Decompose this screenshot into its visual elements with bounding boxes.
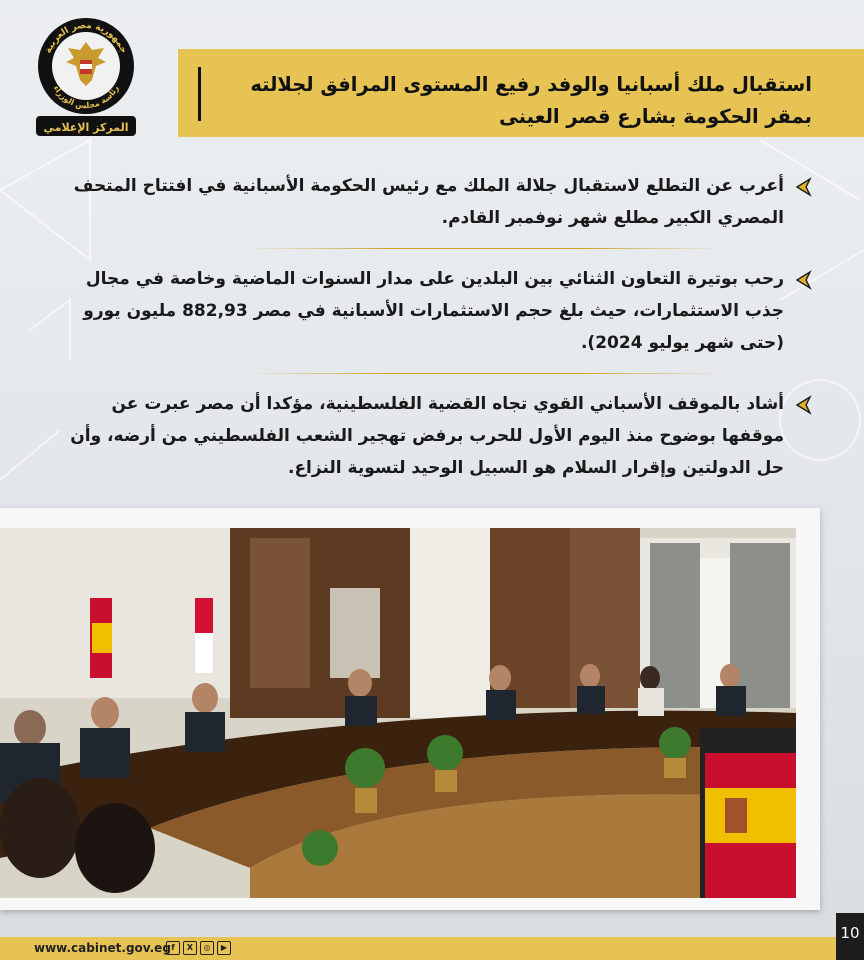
bullet-text: رحب بوتيرة التعاون الثنائي بين البلدين على مدار السنوات الماضية وخاصة في مجال جذب الاستثمارات، حيث بلغ حجم الاستثمارات الأسبانية في مصر 882,93 مليون يورو (حتى شهر يوليو 2024). xyxy=(83,269,784,353)
bullet-text: أشاد بالموقف الأسباني القوي تجاه القضية الفلسطينية، مؤكدا أن مصر عبرت عن موقفها بوضوح منذ اليوم الأول للحرب برفض تهجير الشعب الفلسطيني من أرضه، وأن حل الدولتين وإقرار السلام هو السبيل الوحيد لتسوية النزاع. xyxy=(70,394,784,478)
social-icons xyxy=(166,941,231,955)
chevron-left-icon xyxy=(792,394,814,416)
photo-frame xyxy=(0,508,820,910)
meeting-photo xyxy=(0,528,796,898)
divider xyxy=(246,373,724,374)
page-title: استقبال ملك أسبانيا والوفد رفيع المستوى المرافق لجلالته بمقر الحكومة بشارع قصر العينى xyxy=(250,73,812,128)
website-link[interactable]: www.cabinet.gov.eg xyxy=(34,941,171,955)
bullet-text: أعرب عن التطلع لاستقبال جلالة الملك مع رئيس الحكومة الأسبانية في افتتاح المتحف المصري الكبير مطلع شهر نوفمبر القادم. xyxy=(73,176,784,228)
youtube-icon[interactable]: ▶ xyxy=(217,941,231,955)
chevron-left-icon xyxy=(792,176,814,198)
facebook-icon[interactable]: f xyxy=(166,941,180,955)
bullet-item xyxy=(56,170,814,234)
x-icon[interactable]: X xyxy=(183,941,197,955)
svg-text:رئاسة مجلس الوزراء: رئاسة مجلس الوزراء xyxy=(51,84,121,111)
bullet-item xyxy=(56,263,814,359)
instagram-icon[interactable]: ◎ xyxy=(200,941,214,955)
svg-text:المركز الإعلامي: المركز الإعلامي xyxy=(43,121,129,134)
page-number: 10 xyxy=(836,913,864,960)
bullet-item xyxy=(56,388,814,484)
title-divider-bar xyxy=(198,67,201,121)
bullet-list xyxy=(56,170,814,484)
chevron-left-icon xyxy=(792,269,814,291)
media-center-logo xyxy=(30,14,142,138)
title-banner xyxy=(178,49,864,137)
divider xyxy=(246,248,724,249)
svg-text:جمهورية مصر العربية: جمهورية مصر العربية xyxy=(43,20,129,55)
footer-bar xyxy=(0,937,836,960)
